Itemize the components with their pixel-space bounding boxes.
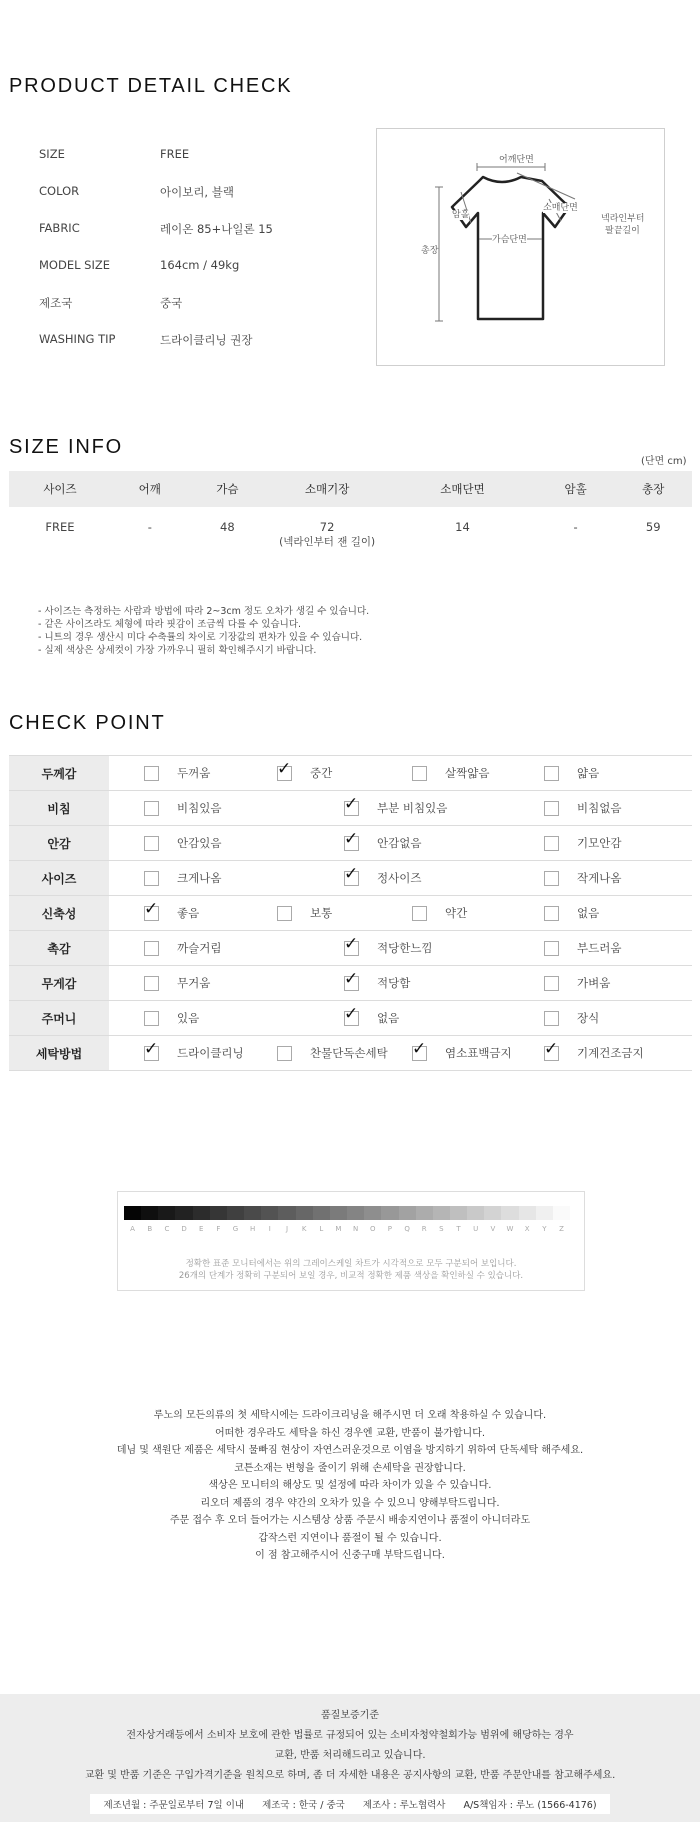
check-option	[544, 966, 610, 1000]
grayscale-step	[416, 1206, 433, 1220]
quality-guarantee-footer	[0, 1694, 700, 1822]
checked-box-icon	[144, 1038, 159, 1061]
diagram-label-length: 총장	[421, 246, 439, 256]
grayscale-step	[227, 1206, 244, 1220]
check-option-label: 드라이클리닝	[177, 1046, 244, 1060]
spec-key-model-size: MODEL SIZE	[39, 258, 110, 272]
grayscale-letter: T	[456, 1225, 461, 1233]
care-notice	[0, 1407, 700, 1565]
grayscale-letter: Z	[559, 1225, 564, 1233]
checkbox-icon	[144, 801, 159, 816]
footer-origin: 제조국 : 한국 / 중국	[262, 1800, 345, 1811]
spec-value-washing-tip: 드라이클리닝 권장	[160, 333, 253, 347]
check-option-label: 비침없음	[577, 801, 622, 815]
diagram-label-shoulder: 어깨단면	[499, 155, 534, 165]
size-cell-armhole: -	[573, 520, 578, 534]
grayscale-letter: O	[370, 1225, 376, 1233]
check-point-label: 두께감	[9, 756, 109, 790]
checkbox-icon	[144, 976, 159, 991]
grayscale-step	[381, 1206, 398, 1220]
check-option	[144, 931, 221, 965]
checked-box-icon	[412, 1038, 427, 1061]
check-option-label: 두꺼움	[177, 766, 211, 780]
diagram-label-neck-to-sleeve-2: 팔끝길이	[605, 226, 640, 236]
size-cell-size: FREE	[45, 520, 75, 534]
checked-box-icon	[144, 898, 159, 921]
checked-box-icon	[344, 828, 359, 851]
grayscale-letter: J	[285, 1225, 289, 1233]
checkbox-icon	[412, 766, 427, 781]
spec-value-origin: 중국	[160, 296, 183, 310]
grayscale-step	[158, 1206, 175, 1220]
check-point-row	[9, 931, 692, 966]
size-header-length: 총장	[614, 471, 692, 507]
check-option	[144, 791, 221, 825]
grayscale-step	[519, 1206, 536, 1220]
grayscale-letter: U	[473, 1225, 479, 1233]
footer-line: 교환 및 반품 기준은 구입가격기준을 원칙으로 하며, 좀 더 자세한 내용은 공지사항의 교환, 반품 주문안내를 참고해주세요.	[84, 1770, 616, 1781]
check-option-label: 중간	[310, 766, 333, 780]
check-option	[144, 966, 210, 1000]
checkmark-icon: ✓	[344, 863, 359, 884]
size-cell-sleeve-length	[266, 507, 388, 561]
checkbox-icon	[144, 1011, 159, 1026]
check-point-label: 촉감	[9, 931, 109, 965]
grayscale-step	[124, 1206, 141, 1220]
size-note: - 실제 색상은 상세컷이 가장 가까우니 필히 확인해주시기 바랍니다.	[38, 645, 317, 656]
grayscale-step	[536, 1206, 553, 1220]
checked-box-icon	[277, 758, 292, 781]
check-option	[144, 1036, 244, 1070]
checked-box-icon	[344, 968, 359, 991]
care-line: 색상은 모니터의 해상도 및 설정에 따라 차이가 있을 수 있습니다.	[208, 1480, 492, 1491]
grayscale-step	[278, 1206, 295, 1220]
grayscale-step	[347, 1206, 364, 1220]
check-option	[144, 896, 199, 930]
spec-key-size: SIZE	[39, 147, 65, 161]
grayscale-strip	[124, 1206, 570, 1220]
check-point-label: 비침	[9, 791, 109, 825]
grayscale-letter: Y	[542, 1225, 547, 1233]
spec-key-color: COLOR	[39, 184, 80, 198]
check-option-label: 안감없음	[377, 836, 422, 850]
spec-key-fabric: FABRIC	[39, 221, 80, 235]
size-note: - 사이즈는 측정하는 사람과 방법에 따라 2~3cm 정도 오차가 생길 수 있습니다.	[38, 606, 370, 617]
checkbox-icon	[277, 1046, 292, 1061]
grayscale-step	[484, 1206, 501, 1220]
grayscale-step	[141, 1206, 158, 1220]
grayscale-letter: G	[232, 1225, 239, 1233]
footer-manufacture-date: 제조년월 : 주문일로부터 7일 이내	[103, 1800, 245, 1811]
check-option-label: 없음	[577, 906, 600, 920]
grayscale-letter: D	[181, 1225, 187, 1233]
check-option-label: 염소표백금지	[445, 1046, 512, 1060]
check-option-label: 적당함	[377, 976, 411, 990]
grayscale-letter: M	[335, 1225, 342, 1233]
check-point-row	[9, 966, 692, 1001]
check-option-label: 보통	[310, 906, 333, 920]
check-point-row	[9, 1001, 692, 1036]
check-option	[412, 896, 467, 930]
grayscale-letter: E	[198, 1225, 204, 1233]
spec-key-washing-tip: WASHING TIP	[39, 332, 116, 346]
grayscale-step	[193, 1206, 210, 1220]
size-cell-sleeve-width: 14	[455, 520, 470, 534]
checkbox-icon	[544, 1011, 559, 1026]
grayscale-letter: X	[524, 1225, 530, 1233]
grayscale-step	[175, 1206, 192, 1220]
footer-line: 교환, 반품 처리해드리고 있습니다.	[274, 1750, 426, 1761]
size-header-chest: 가슴	[189, 471, 267, 507]
check-option-label: 기계건조금지	[577, 1046, 644, 1060]
check-option	[544, 896, 599, 930]
table-row	[9, 507, 692, 561]
checked-box-icon	[544, 1038, 559, 1061]
check-option	[277, 1036, 388, 1070]
check-option-label: 살짝얇음	[445, 766, 490, 780]
size-cell-length: 59	[645, 520, 661, 534]
size-note: - 니트의 경우 생산시 미다 수축률의 차이로 기장값의 편차가 있을 수 있습니다.	[38, 632, 363, 643]
checkbox-icon	[544, 941, 559, 956]
grayscale-letter: K	[301, 1225, 307, 1233]
check-point-row	[9, 826, 692, 861]
checkmark-icon: ✓	[144, 898, 159, 919]
check-option-label: 얇음	[577, 766, 600, 780]
checked-box-icon	[344, 1003, 359, 1026]
check-option	[412, 756, 489, 790]
size-header-shoulder: 어깨	[111, 471, 189, 507]
checkmark-icon: ✓	[344, 1003, 359, 1024]
grayscale-step	[210, 1206, 227, 1220]
check-option-label: 작게나옴	[577, 871, 622, 885]
check-point-label: 안감	[9, 826, 109, 860]
size-header-armhole: 암홀	[537, 471, 615, 507]
care-line: 이 점 참고해주시어 신중구매 부탁드립니다.	[255, 1550, 445, 1561]
checkmark-icon: ✓	[412, 1038, 427, 1059]
grayscale-letter: V	[490, 1225, 496, 1233]
footer-as-contact: A/S책임자 : 루노 (1566-4176)	[463, 1800, 597, 1811]
grayscale-letter: R	[421, 1225, 427, 1233]
diagram-label-chest: 가슴단면	[492, 235, 527, 245]
check-option	[544, 1001, 599, 1035]
check-option	[144, 1001, 199, 1035]
check-option	[144, 756, 210, 790]
size-cell-shoulder: -	[147, 520, 152, 534]
size-note: - 같은 사이즈라도 체형에 따라 핏감이 조금씩 다를 수 있습니다.	[38, 619, 302, 630]
check-point-title: CHECK POINT	[9, 712, 166, 734]
checkmark-icon: ✓	[344, 793, 359, 814]
check-point-row	[9, 861, 692, 896]
check-option-label: 좋음	[177, 906, 200, 920]
checkbox-icon	[544, 871, 559, 886]
garment-measurement-diagram	[376, 128, 665, 366]
footer-title: 품질보증기준	[321, 1710, 379, 1721]
check-option-label: 정사이즈	[377, 871, 422, 885]
grayscale-letter: I	[268, 1225, 271, 1233]
check-option	[544, 931, 621, 965]
check-point-row	[9, 756, 692, 791]
check-point-row	[9, 896, 692, 931]
grayscale-chart	[117, 1191, 585, 1291]
grayscale-step	[450, 1206, 467, 1220]
checkmark-icon: ✓	[344, 968, 359, 989]
size-cell-chest: 48	[220, 520, 235, 534]
grayscale-step	[501, 1206, 518, 1220]
check-option	[344, 861, 421, 895]
checkbox-icon	[544, 836, 559, 851]
size-header-sleeve-width: 소매단면	[388, 471, 537, 507]
grayscale-step	[296, 1206, 313, 1220]
checkbox-icon	[144, 836, 159, 851]
check-option-label: 부분 비침있음	[377, 801, 448, 815]
grayscale-step	[330, 1206, 347, 1220]
spec-key-origin: 제조국	[39, 296, 73, 310]
grayscale-letter: L	[319, 1225, 324, 1233]
size-info-title: SIZE INFO	[9, 436, 123, 458]
check-point-label: 무게감	[9, 966, 109, 1000]
check-option-label: 장식	[577, 1011, 600, 1025]
check-option-label: 안감있음	[177, 836, 222, 850]
grayscale-step	[244, 1206, 261, 1220]
grayscale-step	[399, 1206, 416, 1220]
grayscale-letter: P	[387, 1225, 393, 1233]
spec-value-fabric: 레이온 85+나일론 15	[160, 222, 273, 236]
grayscale-note-1: 정확한 표준 모니터에서는 위의 그레이스케일 차트가 시각적으로 모두 구분되어 보입니다.	[185, 1259, 517, 1269]
grayscale-step	[467, 1206, 484, 1220]
check-option-label: 찬물단독손세탁	[310, 1046, 388, 1060]
checkbox-icon	[544, 766, 559, 781]
checkbox-icon	[144, 941, 159, 956]
size-notes	[38, 605, 369, 657]
diagram-label-armhole: 암홀	[452, 210, 470, 220]
check-option-label: 까슬거림	[177, 941, 222, 955]
checkbox-icon	[544, 976, 559, 991]
check-point-label: 신축성	[9, 896, 109, 930]
sleeve-length-note: (넥라인부터 잰 길이)	[279, 536, 376, 548]
spec-value-model-size: 164cm / 49kg	[160, 258, 240, 272]
grayscale-letter: B	[147, 1225, 153, 1233]
check-option-label: 가벼움	[577, 976, 611, 990]
diagram-label-neck-to-sleeve-1: 넥라인부터	[601, 214, 645, 224]
check-option	[277, 756, 332, 790]
care-line: 갑작스런 지연이나 품절이 될 수 있습니다.	[258, 1532, 442, 1544]
check-option	[277, 896, 332, 930]
product-detail-title: PRODUCT DETAIL CHECK	[9, 75, 293, 97]
check-point-row	[9, 1036, 692, 1071]
checkbox-icon	[144, 871, 159, 886]
check-option	[544, 756, 599, 790]
check-option	[344, 826, 421, 860]
check-option-label: 크게나옴	[177, 871, 222, 885]
footer-line: 전자상거래등에서 소비자 보호에 관한 법률로 규정되어 있는 소비자청약철회가능 범위에 해당하는 경우	[126, 1730, 574, 1741]
checked-box-icon	[344, 933, 359, 956]
grayscale-step	[313, 1206, 330, 1220]
care-line: 코튼소재는 변형을 줄이기 위해 손세탁을 권장합니다.	[234, 1462, 466, 1474]
check-option-label: 약간	[445, 906, 468, 920]
size-header-size: 사이즈	[9, 471, 111, 507]
checkbox-icon	[544, 906, 559, 921]
checkmark-icon: ✓	[344, 828, 359, 849]
check-option	[344, 1001, 399, 1035]
check-option-label: 기모안감	[577, 836, 622, 850]
check-option-label: 무거움	[177, 976, 211, 990]
grayscale-letter: W	[506, 1225, 514, 1233]
size-table-header	[9, 471, 692, 507]
checkmark-icon: ✓	[144, 1038, 159, 1059]
check-option	[344, 966, 410, 1000]
checkmark-icon: ✓	[277, 758, 292, 779]
checkbox-icon	[144, 766, 159, 781]
check-option	[344, 791, 447, 825]
grayscale-step	[261, 1206, 278, 1220]
check-option	[412, 1036, 512, 1070]
check-point-label: 주머니	[9, 1001, 109, 1035]
grayscale-letter: C	[164, 1225, 170, 1233]
check-option	[544, 861, 621, 895]
check-option	[544, 791, 621, 825]
checkbox-icon	[277, 906, 292, 921]
checked-box-icon	[344, 863, 359, 886]
diagram-label-sleeve-width: 소매단면	[543, 203, 578, 213]
footer-info-bar	[90, 1794, 610, 1814]
check-option	[544, 1036, 644, 1070]
spec-value-size: FREE	[160, 147, 190, 161]
grayscale-step	[433, 1206, 450, 1220]
check-point-row	[9, 791, 692, 826]
grayscale-letter: A	[130, 1225, 135, 1233]
grayscale-letter: H	[250, 1225, 256, 1233]
check-option-label: 없음	[377, 1011, 400, 1025]
care-line: 데님 및 색원단 제품은 세탁시 물빠짐 현상이 자연스러운것으로 이염을 방지하기 위하여 단독세탁 해주세요.	[116, 1445, 584, 1456]
checkbox-icon	[544, 801, 559, 816]
check-option	[544, 826, 621, 860]
check-option	[344, 931, 433, 965]
size-unit-label: (단면 cm)	[641, 456, 687, 467]
care-line: 루노의 모든의류의 첫 세탁시에는 드라이크리닝을 해주시면 더 오래 착용하실 수 있습니다.	[153, 1410, 547, 1421]
size-table	[9, 471, 692, 561]
check-point-label: 세탁방법	[9, 1036, 109, 1070]
grayscale-note-2: 26개의 단계가 정확히 구분되어 보일 경우, 비교적 정확한 제품 색상을 확인하실 수 있습니다.	[178, 1271, 524, 1281]
checked-box-icon	[344, 793, 359, 816]
footer-manufacturer: 제조사 : 루노협력사	[362, 1800, 446, 1811]
check-option-label: 있음	[177, 1011, 200, 1025]
check-option	[144, 826, 221, 860]
check-option-label: 적당한느낌	[377, 941, 433, 955]
sleeve-length-value: 72	[319, 520, 335, 534]
spec-value-color: 아이보리, 블랙	[160, 185, 234, 199]
checkmark-icon: ✓	[344, 933, 359, 954]
care-line: 어떠한 경우라도 세탁을 하신 경우엔 교환, 반품이 불가합니다.	[214, 1427, 486, 1439]
grayscale-letter: Q	[404, 1225, 410, 1233]
check-option-label: 비침있음	[177, 801, 222, 815]
grayscale-letter: S	[439, 1225, 444, 1233]
grayscale-letter: N	[352, 1225, 359, 1233]
grayscale-step	[364, 1206, 381, 1220]
size-header-sleeve-length: 소매기장	[266, 471, 388, 507]
care-line: 주문 접수 후 오더 들어가는 시스템상 상품 주문시 배송지연이나 품절이 아니더라도	[169, 1515, 531, 1526]
check-point-label: 사이즈	[9, 861, 109, 895]
grayscale-letter: F	[216, 1225, 221, 1233]
checkbox-icon	[412, 906, 427, 921]
check-option	[144, 861, 221, 895]
grayscale-letters	[124, 1225, 570, 1233]
grayscale-step	[553, 1206, 570, 1220]
checkmark-icon: ✓	[544, 1038, 559, 1059]
care-line: 리오더 제품의 경우 약간의 오차가 있을 수 있으니 양해부탁드립니다.	[200, 1497, 500, 1509]
check-option-label: 부드러움	[577, 941, 622, 955]
